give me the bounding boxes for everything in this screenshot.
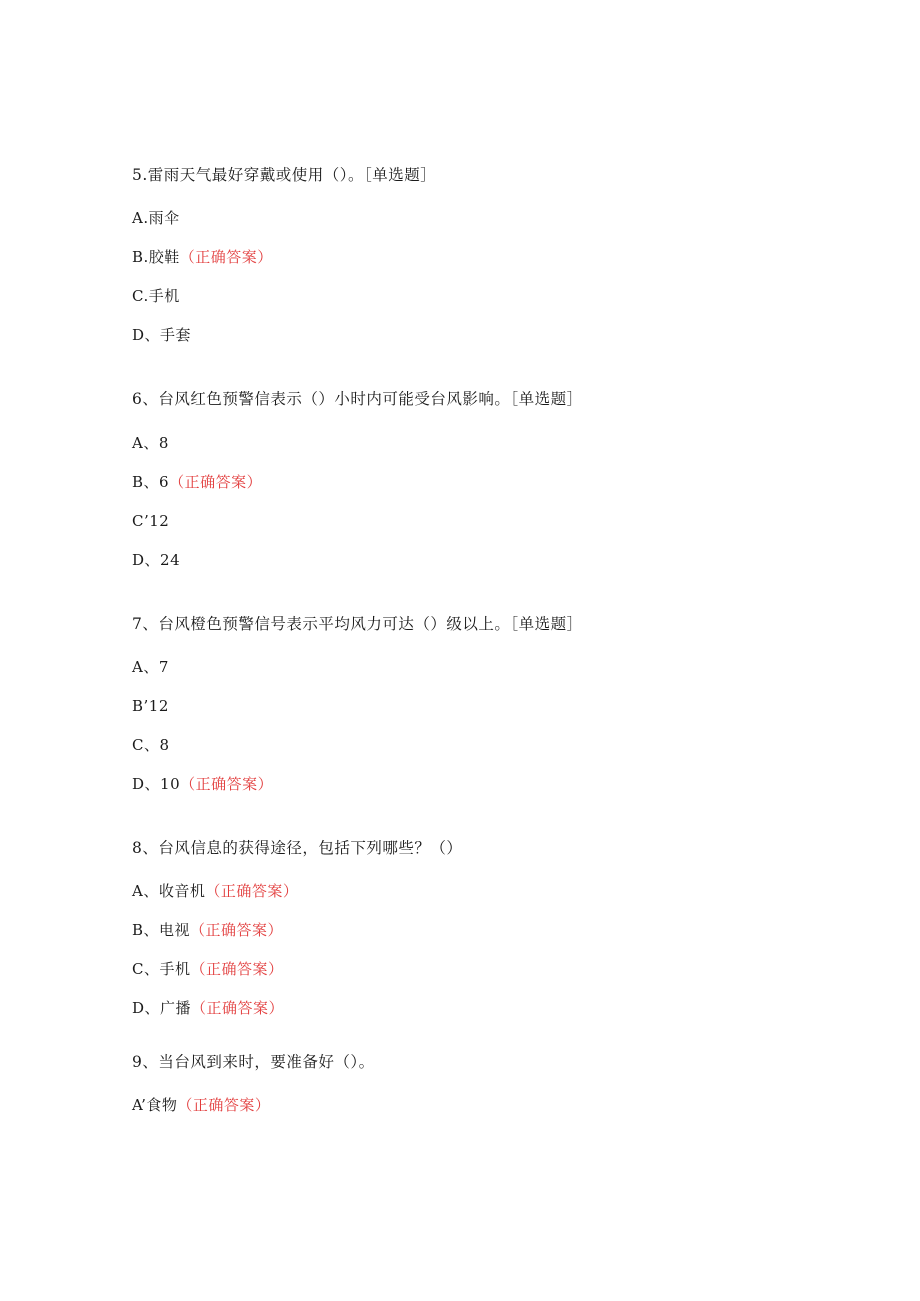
option-label: A.雨伞 [132, 209, 180, 227]
question-6-text: 6、台风红色预警信表示（）小时内可能受台风影响。［单选题］ [132, 390, 583, 408]
correct-answer-tag: （正确答案） [190, 960, 284, 978]
question-7-option-a [132, 657, 169, 677]
question-5-option-a [132, 208, 180, 228]
question-6-option-a [132, 433, 169, 453]
question-7-option-b [132, 696, 169, 716]
option-label: A’食物 [132, 1096, 178, 1114]
question-7-text: 7、台风橙色预警信号表示平均风力可达（）级以上。［单选题］ [132, 615, 583, 633]
option-label: C.手机 [132, 287, 180, 305]
correct-answer-tag: （正确答案） [177, 1096, 271, 1114]
question-6-option-c [132, 511, 169, 531]
correct-answer-tag: （正确答案） [180, 775, 274, 793]
option-label: C’12 [132, 512, 170, 530]
option-label: D、广播 [132, 999, 192, 1017]
correct-answer-tag: （正确答案） [205, 882, 299, 900]
correct-answer-tag: （正确答案） [190, 921, 284, 939]
question-8-text: 8、台风信息的获得途径，包括下列哪些？（） [132, 839, 463, 857]
option-label: B’12 [132, 697, 169, 715]
option-label: B.胶鞋 [132, 248, 180, 266]
question-5-option-c [132, 286, 180, 306]
question-7-option-c [132, 735, 170, 755]
option-label: A、收音机 [132, 882, 206, 900]
option-label: B、电视 [132, 921, 191, 939]
question-5-text: 5.雷雨天气最好穿戴或使用（）。［单选题］ [132, 166, 437, 184]
question-6-option-b [132, 472, 262, 492]
question-8-option-b [132, 920, 283, 940]
correct-answer-tag: （正确答案） [191, 999, 285, 1017]
option-label: D、24 [132, 551, 181, 569]
question-7-option-d [132, 774, 273, 794]
option-label: D、手套 [132, 326, 192, 344]
correct-answer-tag: （正确答案） [179, 248, 273, 266]
question-9-option-a [132, 1095, 270, 1115]
option-label: C、8 [132, 736, 170, 754]
question-9-text: 9、当台风到来时，要准备好（）。 [132, 1053, 375, 1071]
question-8-option-c [132, 959, 284, 979]
question-5-option-b [132, 247, 273, 267]
option-label: D、10 [132, 775, 181, 793]
question-5-option-d [132, 325, 191, 345]
option-label: A、8 [132, 434, 169, 452]
option-label: A、7 [132, 658, 169, 676]
question-6-option-d [132, 550, 180, 570]
option-label: B、6 [132, 473, 170, 491]
option-label: C、手机 [132, 960, 191, 978]
question-8-option-d [132, 998, 284, 1018]
question-8-option-a [132, 881, 298, 901]
correct-answer-tag: （正确答案） [169, 473, 263, 491]
